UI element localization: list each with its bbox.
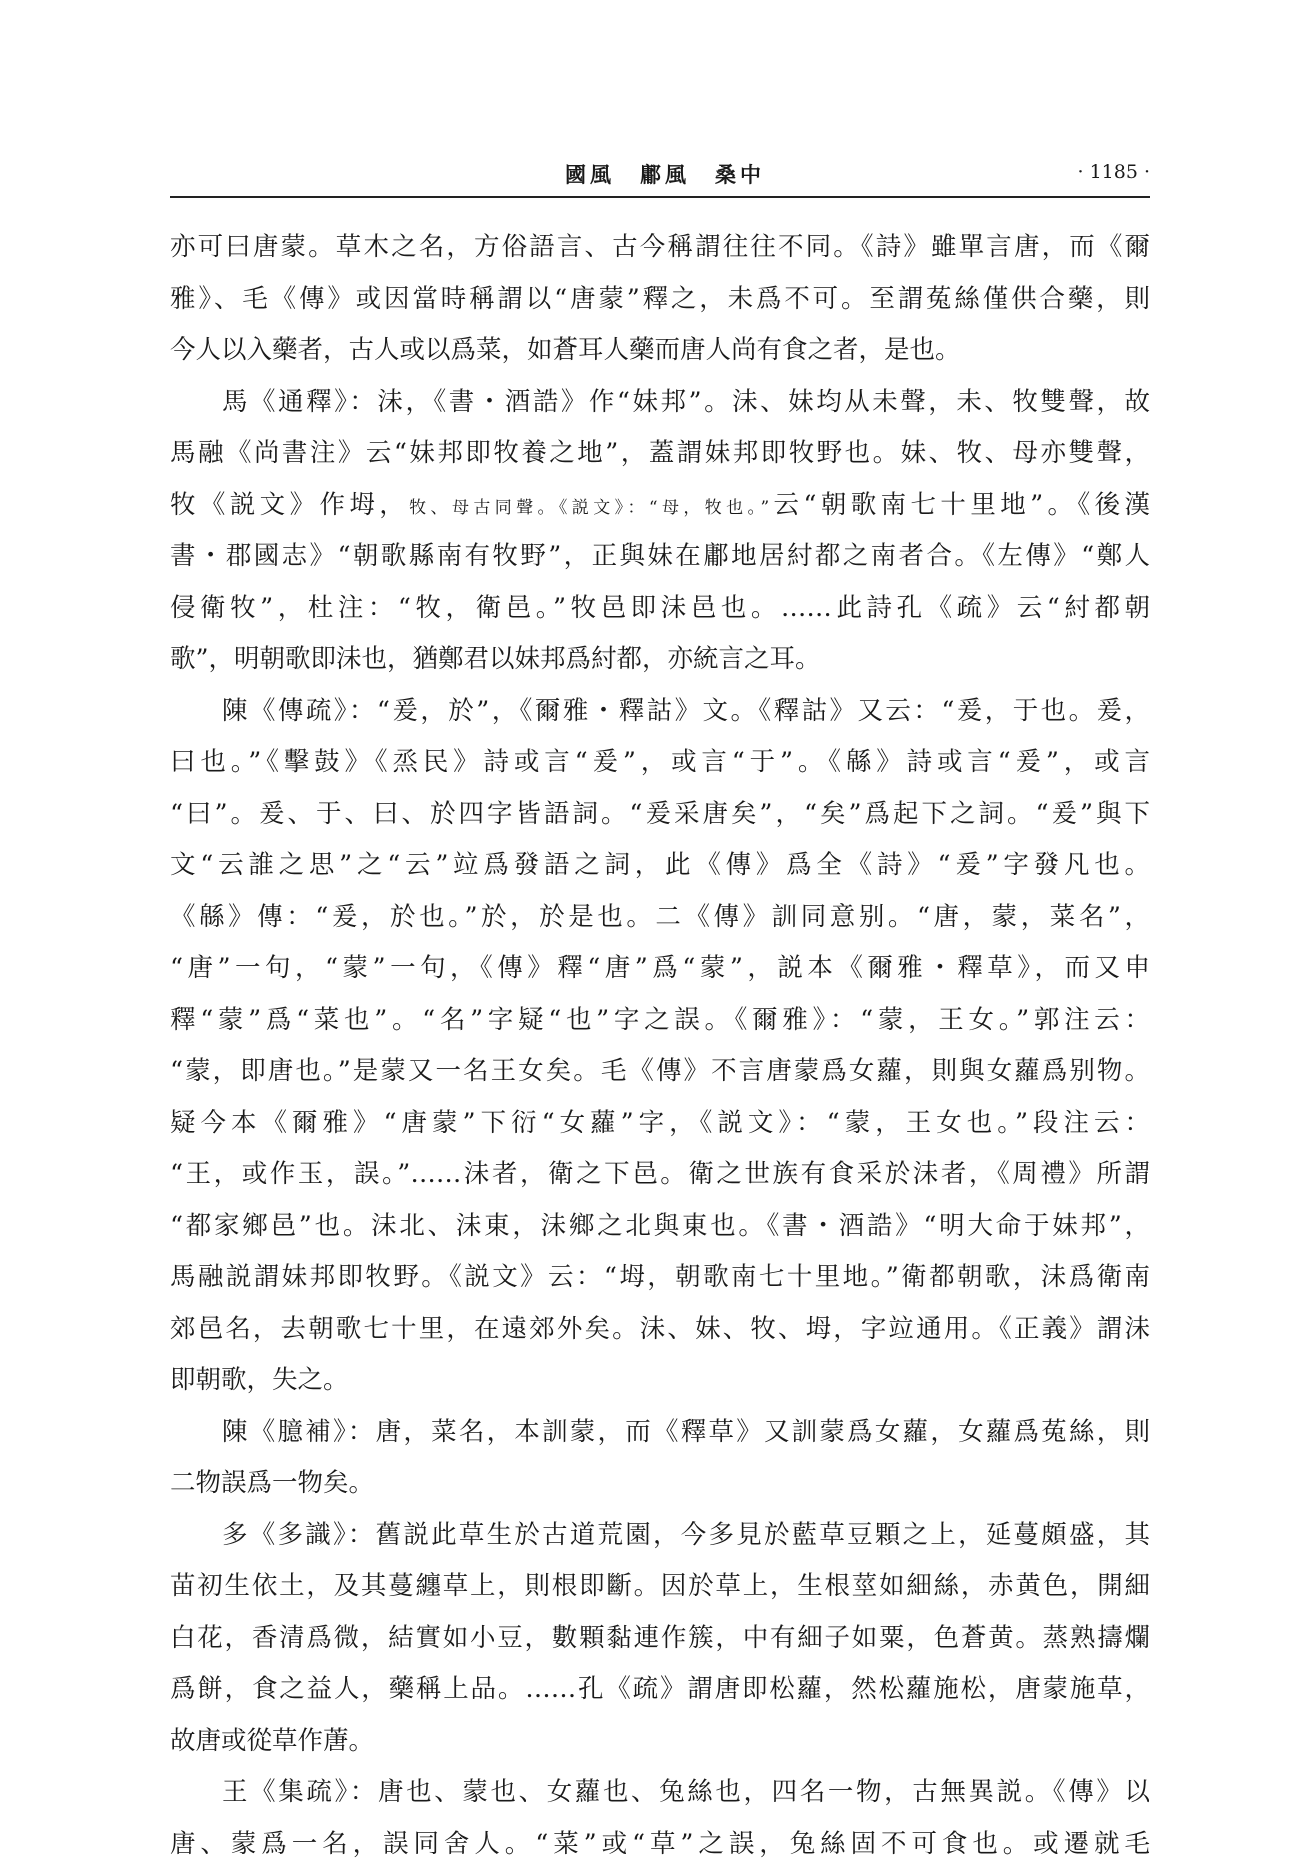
text-line: 侵衛牧”，杜注：“牧，衛邑。”牧邑即沬邑也。……此詩孔《疏》云“紂都朝: [170, 583, 1150, 635]
running-head: [170, 155, 1150, 195]
text-segment: 云“朝歌南七十里地”。《後漢: [769, 490, 1150, 520]
section-title: 國風 鄘風 桑中: [565, 159, 765, 189]
paragraph-6: [170, 1767, 1150, 1870]
text-line: 馬融《尚書注》云“妹邦即牧養之地”，蓋謂妹邦即牧野也。妹、牧、母亦雙聲，: [170, 428, 1150, 480]
text-line: “唐”一句，“蒙”一句，《傳》釋“唐”爲“蒙”，説本《爾雅・釋草》，而又申: [170, 943, 1150, 995]
text-segment: 牧《説文》作坶，: [170, 490, 409, 520]
text-line: 今人以入藥者，古人或以爲菜，如蒼耳人藥而唐人尚有食之者，是也。: [170, 325, 1150, 377]
text-line: 陳《臆補》：唐，菜名，本訓蒙，而《釋草》又訓蒙爲女蘿，女蘿爲菟絲，則: [170, 1407, 1150, 1459]
text-line: 馬《通釋》：沬，《書・酒誥》作“妹邦”。沬、妹均从未聲，未、牧雙聲，故: [170, 377, 1150, 429]
paragraph-5: [170, 1510, 1150, 1768]
text-line: 亦可曰唐蒙。草木之名，方俗語言、古今稱謂往往不同。《詩》雖單言唐，而《爾: [170, 222, 1150, 274]
text-line: 唐、蒙爲一名，誤同舍人。“菜”或“草”之誤，兔絲固不可食也。或遷就毛: [170, 1819, 1150, 1870]
text-line: 曰也。”《擊鼓》《烝民》詩或言“爰”，或言“于”。《緜》詩或言“爰”，或言: [170, 737, 1150, 789]
text-line: 爲餅，食之益人，藥稱上品。……孔《疏》謂唐即松蘿，然松蘿施松，唐蒙施草，: [170, 1664, 1150, 1716]
page-number: · 1185 ·: [1077, 161, 1150, 183]
text-line: 馬融説謂妹邦即牧野。《説文》云：“坶，朝歌南七十里地。”衛都朝歌，沬爲衛南: [170, 1252, 1150, 1304]
text-line: 雅》、毛《傳》或因當時稱謂以“唐蒙”釋之，未爲不可。至謂菟絲僅供合藥，則: [170, 274, 1150, 326]
text-line: “曰”。爰、于、曰、於四字皆語詞。“爰采唐矣”，“矣”爲起下之詞。“爰”與下: [170, 789, 1150, 841]
text-line: 歌”，明朝歌即沬也，猶鄭君以妹邦爲紂都，亦統言之耳。: [170, 634, 1150, 686]
text-line: 多《多識》：舊説此草生於古道荒園，今多見於藍草豆顆之上，延蔓頗盛，其: [170, 1510, 1150, 1562]
text-line: “蒙，即唐也。”是蒙又一名王女矣。毛《傳》不言唐蒙爲女蘿，則與女蘿爲别物。: [170, 1046, 1150, 1098]
text-line: 苗初生依土，及其蔓纏草上，則根即斷。因於草上，生根莖如細絲，赤黄色，開細: [170, 1561, 1150, 1613]
header-rule: [170, 196, 1150, 198]
paragraph-2: [170, 377, 1150, 686]
text-line: 郊邑名，去朝歌七十里，在遠郊外矣。沬、妹、牧、坶，字竝通用。《正義》謂沬: [170, 1304, 1150, 1356]
paragraph-3: [170, 686, 1150, 1407]
text-line: 陳《傳疏》：“爰，於”，《爾雅・釋詁》文。《釋詁》又云：“爰，于也。爰，: [170, 686, 1150, 738]
text-line: 即朝歌，失之。: [170, 1355, 1150, 1407]
text-line: 疑今本《爾雅》“唐蒙”下衍“女蘿”字，《説文》：“蒙，王女也。”段注云：: [170, 1098, 1150, 1150]
text-line: 釋“蒙”爲“菜也”。“名”字疑“也”字之誤。《爾雅》：“蒙，王女。”郭注云：: [170, 995, 1150, 1047]
inline-note: 牧、母古同聲。《説文》：“母，牧也。”: [409, 498, 769, 518]
text-line: 文“云誰之思”之“云”竝爲發語之詞，此《傳》爲全《詩》“爰”字發凡也。: [170, 840, 1150, 892]
text-line-with-note: [170, 480, 1150, 532]
body-text: [170, 222, 1150, 1870]
text-line: 二物誤爲一物矣。: [170, 1458, 1150, 1510]
text-line: 《緜》傳：“爰，於也。”於，於是也。二《傳》訓同意别。“唐，蒙，菜名”，: [170, 892, 1150, 944]
paragraph-1: [170, 222, 1150, 377]
text-line: 書・郡國志》“朝歌縣南有牧野”，正與妹在鄘地居紂都之南者合。《左傳》“鄭人: [170, 531, 1150, 583]
text-line: “王，或作玉，誤。”……沬者，衛之下邑。衛之世族有食采於沬者，《周禮》所謂: [170, 1149, 1150, 1201]
text-line: 王《集疏》：唐也、蒙也、女蘿也、兔絲也，四名一物，古無異説。《傳》以: [170, 1767, 1150, 1819]
text-line: 白花，香清爲微，結實如小豆，數顆黏連作簇，中有細子如粟，色蒼黄。蒸熟擣爛: [170, 1613, 1150, 1665]
text-line: 故唐或從草作蓎。: [170, 1716, 1150, 1768]
paragraph-4: [170, 1407, 1150, 1510]
text-line: “都家鄉邑”也。沬北、沬東，沬鄉之北與東也。《書・酒誥》“明大命于妹邦”，: [170, 1201, 1150, 1253]
